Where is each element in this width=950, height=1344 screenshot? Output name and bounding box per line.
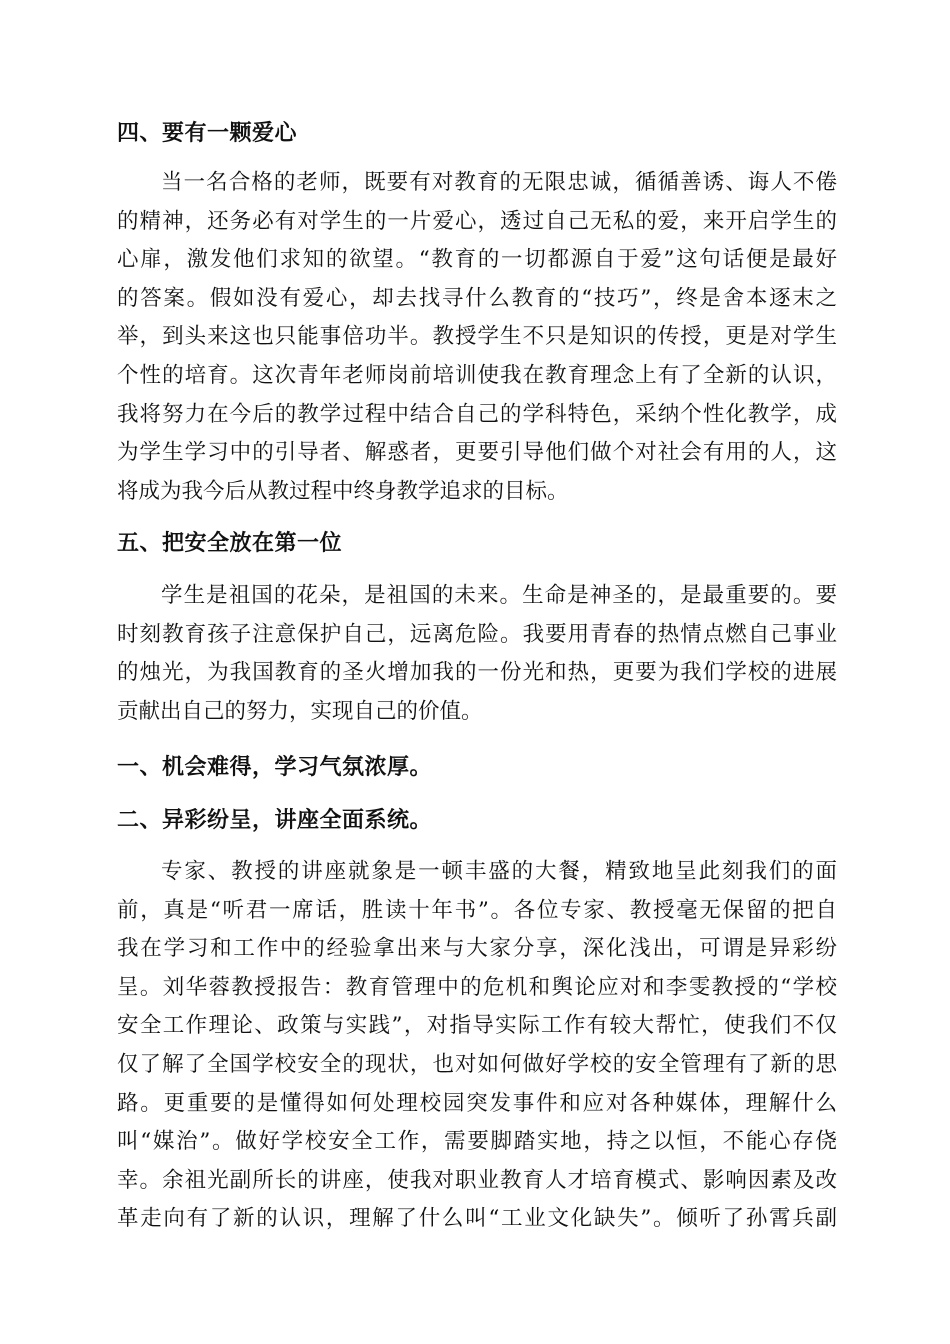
paragraph-line: 的答案。假如没有爱心，却去找寻什么教育的“技巧”，终是舍本逐末之: [117, 285, 837, 311]
paragraph-line: 我将努力在今后的教学过程中结合自己的学科特色，采纳个性化教学，成: [117, 401, 837, 427]
paragraph-line: 的精神，还务必有对学生的一片爱心，透过自己无私的爱，来开启学生的: [117, 208, 837, 234]
paragraph-line: 仅了解了全国学校安全的现状，也对如何做好学校的安全管理有了新的思: [117, 1051, 837, 1077]
paragraph-line: 路。更重要的是懂得如何处理校园突发事件和应对各种媒体，理解什么: [117, 1090, 837, 1116]
section-heading-love: 四、要有一颗爱心: [117, 120, 298, 146]
paragraph-line: 心扉，激发他们求知的欲望。“教育的一切都源自于爱”这句话便是最好: [117, 247, 837, 273]
paragraph-line: 当一名合格的老师，既要有对教育的无限忠诚，循循善诱、诲人不倦: [161, 170, 837, 195]
paragraph-line: 我在学习和工作中的经验拿出来与大家分享，深化浅出，可谓是异彩纷: [117, 936, 837, 962]
paragraph-line: 为学生学习中的引导者、解惑者，更要引导他们做个对社会有用的人，这: [117, 440, 837, 466]
paragraph-love: [117, 164, 837, 511]
paragraph-line: 呈。刘华蓉教授报告：教育管理中的危机和舆论应对和李雯教授的“学校: [117, 974, 837, 1000]
paragraph-line: 幸。余祖光副所长的讲座，使我对职业教育人才培育模式、影响因素及改: [117, 1167, 837, 1193]
paragraph-line: 安全工作理论、政策与实践”，对指导实际工作有较大帮忙，使我们不仅: [117, 1013, 837, 1039]
paragraph-lectures: [117, 853, 837, 1239]
section-heading-lectures: 二、异彩纷呈，讲座全面系统。: [117, 807, 433, 833]
paragraph-line: 革走向有了新的认识，理解了什么叫“工业文化缺失”。倾听了孙霄兵副: [117, 1206, 837, 1232]
paragraph-line: 专家、教授的讲座就象是一顿丰盛的大餐，精致地呈此刻我们的面: [161, 859, 837, 884]
paragraph-safety: [117, 577, 837, 731]
paragraph-line: 个性的培育。这次青年老师岗前培训使我在教育理念上有了全新的认识，: [117, 362, 837, 388]
paragraph-line: 时刻教育孩子注意保护自己，远离危险。我要用青春的热情点燃自己事业: [117, 621, 837, 647]
section-heading-opportunity: 一、机会难得，学习气氛浓厚。: [117, 754, 433, 780]
paragraph-line: 举，到头来这也只能事倍功半。教授学生不只是知识的传授，更是对学生: [117, 324, 837, 350]
paragraph-line: 叫“媒治”。做好学校安全工作，需要脚踏实地，持之以恒，不能心存侥: [117, 1129, 837, 1155]
paragraph-line: 前，真是“听君一席话，胜读十年书”。各位专家、教授毫无保留的把自: [117, 897, 837, 923]
section-heading-safety: 五、把安全放在第一位: [117, 530, 343, 556]
paragraph-line: 的烛光，为我国教育的圣火增加我的一份光和热，更要为我们学校的进展: [117, 660, 837, 686]
paragraph-line: 贡献出自己的努力，实现自己的价值。: [117, 698, 483, 724]
paragraph-line: 学生是祖国的花朵，是祖国的未来。生命是神圣的，是最重要的。要: [161, 583, 837, 608]
paragraph-line: 将成为我今后从教过程中终身教学追求的目标。: [117, 478, 569, 504]
